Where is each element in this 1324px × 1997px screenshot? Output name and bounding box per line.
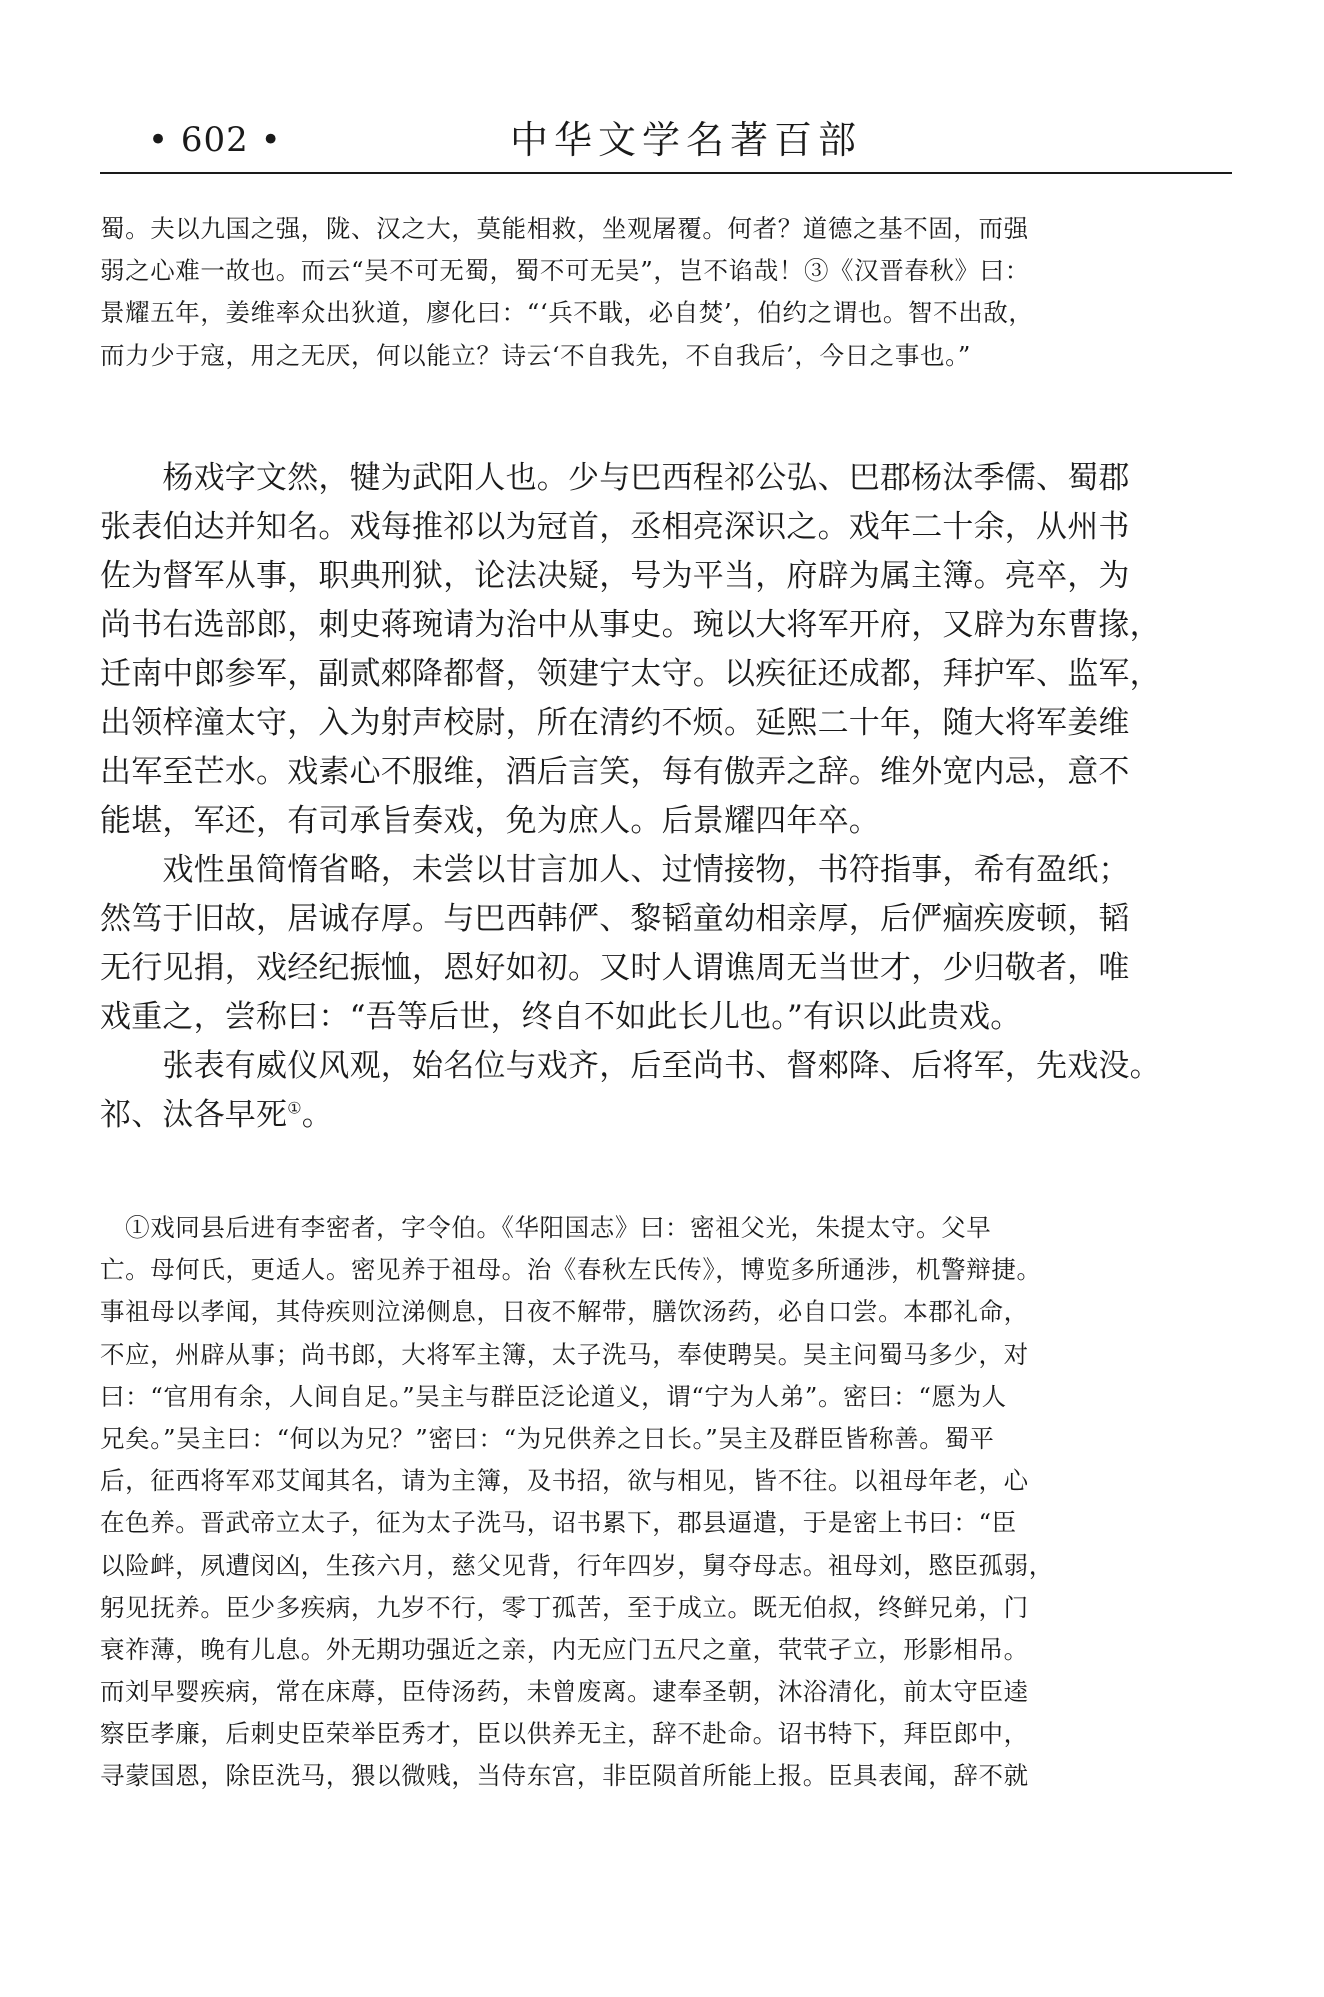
footnote-line: 躬见抚养。臣少多疾病，九岁不行，零丁孤苦，至于成立。既无伯叔，终鲜兄弟，门	[100, 1592, 1029, 1622]
footnote-line: 察臣孝廉，后刺史臣荣举臣秀才，臣以供养无主，辞不赴命。诏书特下，拜臣郎中，	[100, 1719, 1029, 1749]
body-line: 杨戏字文然，犍为武阳人也。少与巴西程祁公弘、巴郡杨汰季儒、蜀郡	[100, 460, 1130, 496]
body-line: 戏性虽简惰省略，未尝以甘言加人、过情接物，书符指事，希有盈纸；	[100, 852, 1130, 888]
page-number: • 602 •	[148, 120, 282, 160]
header-rule	[100, 172, 1232, 174]
body-line: 无行见捐，戏经纪振恤，恩好如初。又时人谓谯周无当世才，少归敬者，唯	[100, 950, 1130, 986]
body-line-with-footnote	[100, 1091, 1232, 1140]
footnote-line: ①戏同县后进有李密者，字令伯。《华阳国志》曰：密祖父光，朱提太守。父早	[100, 1213, 992, 1242]
footnote-line: 后，征西将军邓艾闻其名，请为主簿，及书招，欲与相见，皆不往。以祖母年老，心	[100, 1466, 1029, 1496]
footnote-line: 寻蒙国恩，除臣洗马，猥以微贱，当侍东宫，非臣陨首所能上报。臣具表闻，辞不就	[100, 1761, 1029, 1791]
footnote-marker: ①	[287, 1098, 302, 1118]
body-line: 然笃于旧故，居诚存厚。与巴西韩俨、黎韬童幼相亲厚，后俨痼疾废顿，韬	[100, 901, 1130, 937]
annotation-line: 景耀五年，姜维率众出狄道，廖化曰：“‘兵不戢，必自焚’，伯约之谓也。智不出敌，	[100, 298, 1034, 328]
footnote-line: 而刘早婴疾病，常在床蓐，臣侍汤药，未曾废离。逮奉圣朝，沐浴清化，前太守臣逵	[100, 1677, 1029, 1707]
top-annotation	[100, 208, 1232, 377]
body-line: 迁南中郎参军，副贰郲降都督，领建宁太守。以疾征还成都，拜护军、监军，	[100, 656, 1161, 692]
body-line-text: 祁、汰各早死	[100, 1097, 288, 1133]
footnote-block	[100, 1207, 1232, 1798]
footnote-line: 在色养。晋武帝立太子，征为太子洗马，诏书累下，郡县逼遣，于是密上书曰：“臣	[100, 1508, 1017, 1538]
footnote-line: 兄矣。”吴主曰：“何以为兄？”密曰：“为兄供养之日长。”吴主及群臣皆称善。蜀平	[100, 1423, 995, 1453]
body-line: 佐为督军从事，职典刑狱，论法决疑，号为平当，府辟为属主簿。亮卒，为	[100, 558, 1130, 594]
annotation-line: 而力少于寇，用之无厌，何以能立？诗云‘不自我先，不自我后’，今日之事也。”	[100, 340, 972, 370]
footnote-line: 以险衅，夙遭闵凶，生孩六月，慈父见背，行年四岁，舅夺母志。祖母刘，愍臣孤弱，	[100, 1550, 1054, 1580]
footnote-line: 衰祚薄，晚有儿息。外无期功强近之亲，内无应门五尺之童，茕茕孑立，形影相吊。	[100, 1634, 1029, 1664]
body-line: 出领梓潼太守，入为射声校尉，所在清约不烦。延熙二十年，随大将军姜维	[100, 705, 1130, 741]
annotation-line: 蜀。夫以九国之强，陇、汉之大，莫能相救，坐观屠覆。何者？道德之基不固，而强	[100, 214, 1029, 243]
footnote-line: 亡。母何氏，更适人。密见养于祖母。治《春秋左氏传》，博览多所通涉，机警辩捷。	[100, 1255, 1042, 1285]
footnote-line: 不应，州辟从事；尚书郎，大将军主簿，太子洗马，奉使聘吴。吴主问蜀马多少，对	[100, 1339, 1029, 1369]
body-line: 尚书右选部郎，刺史蒋琬请为治中从事史。琬以大将军开府，又辟为东曹掾，	[100, 607, 1161, 643]
body-line: 能堪，军还，有司承旨奏戏，免为庶人。后景耀四年卒。	[100, 803, 880, 839]
page-header	[100, 112, 1232, 168]
book-title: 中华文学名著百部	[510, 118, 863, 162]
footnote-line: 事祖母以孝闻，其侍疾则泣涕侧息，日夜不解带，膳饮汤药，必自口尝。本郡礼命，	[100, 1297, 1029, 1327]
body-line-end: 。	[301, 1097, 333, 1133]
body-line: 张表伯达并知名。戏每推祁以为冠首，丞相亮深识之。戏年二十余，从州书	[100, 509, 1130, 545]
body-line: 出军至芒水。戏素心不服维，酒后言笑，每有傲弄之辞。维外宽内忌，意不	[100, 754, 1130, 790]
body-line: 戏重之，尝称曰：“吾等后世，终自不如此长儿也。”有识以此贵戏。	[100, 999, 1022, 1035]
annotation-line: 弱之心难一故也。而云“吴不可无蜀，蜀不可无吴”，岂不谄哉！③《汉晋春秋》曰：	[100, 256, 1030, 286]
body-line: 张表有威仪风观，始名位与戏齐，后至尚书、督郲降、后将军，先戏没。	[100, 1048, 1161, 1084]
main-text	[100, 454, 1232, 1140]
footnote-line: 曰：“官用有余，人间自足。”吴主与群臣泛论道义，谓“宁为人弟”。密曰：“愿为人	[100, 1381, 1007, 1411]
